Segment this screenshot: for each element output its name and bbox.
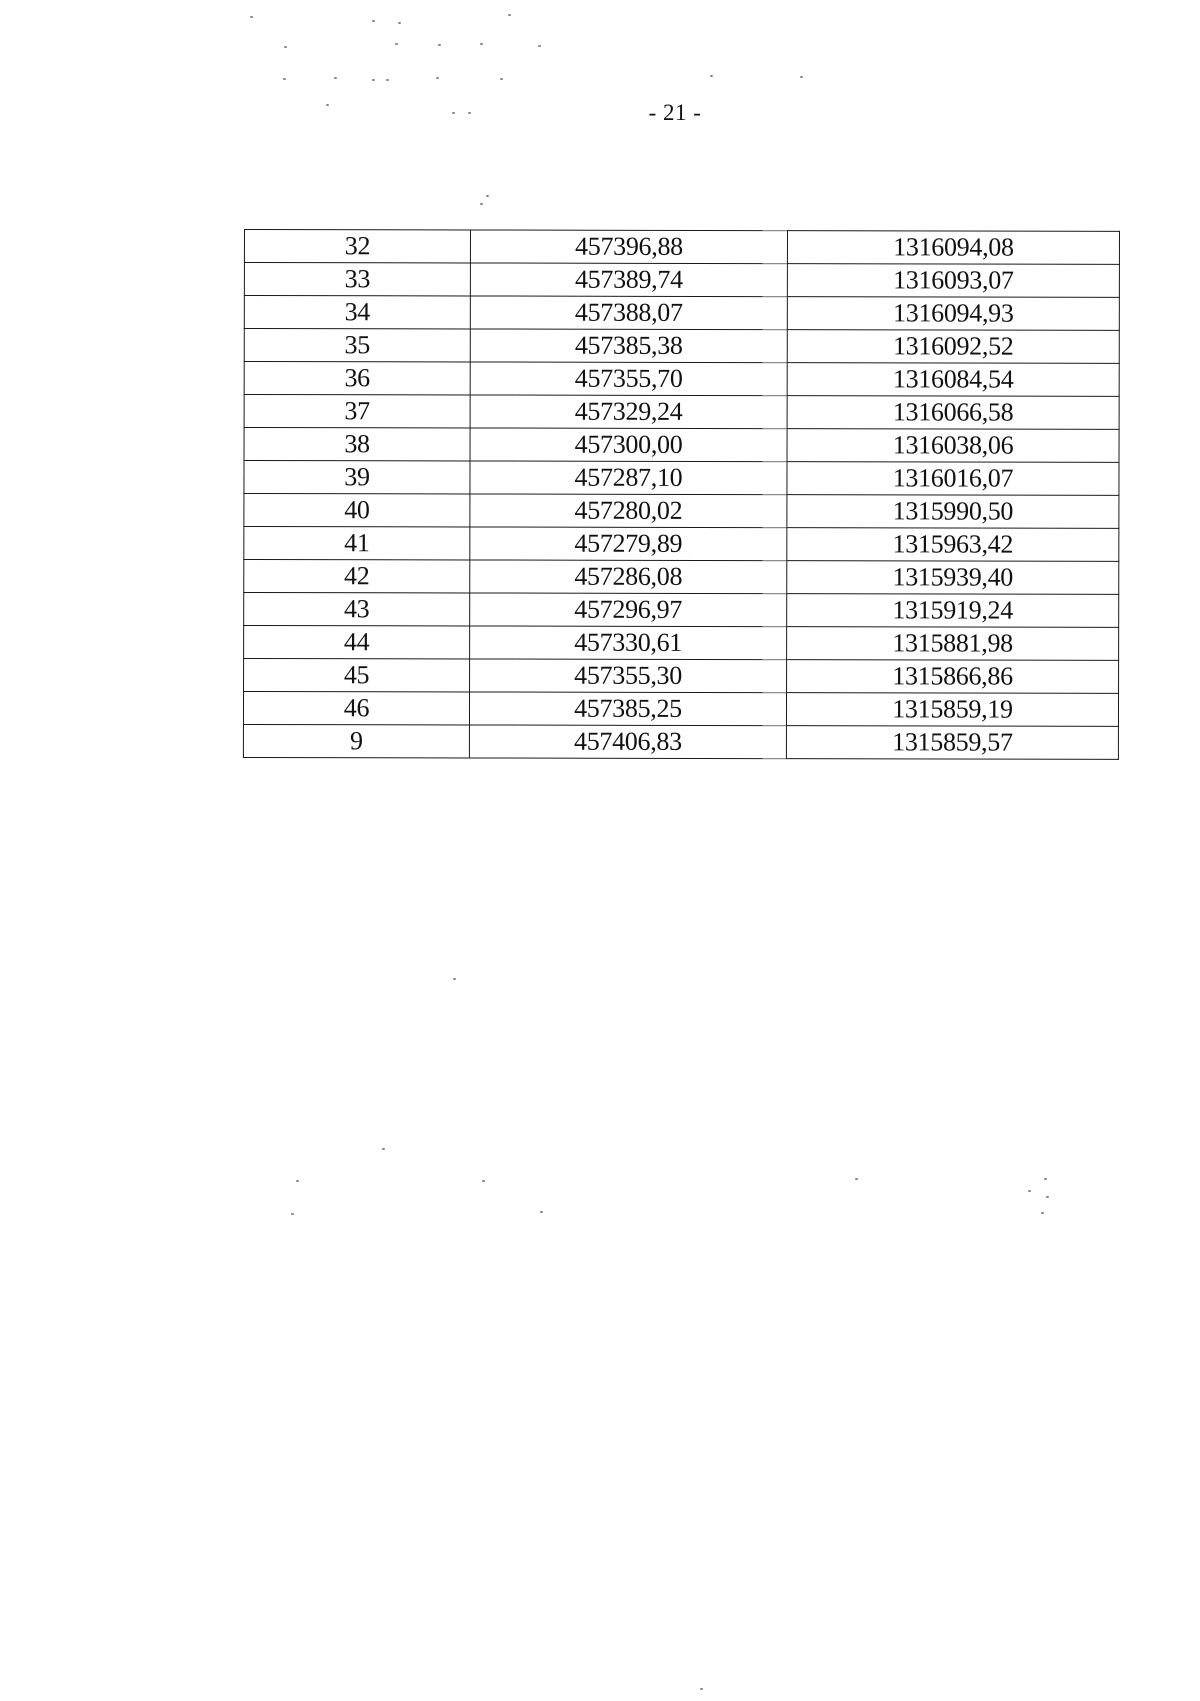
x-coordinate-cell: 457385,25 [469, 692, 786, 726]
y-coordinate-cell: 1315963,42 [787, 528, 1119, 562]
y-coordinate-cell: 1315866,86 [787, 660, 1119, 694]
coordinates-table [243, 229, 1120, 760]
y-coordinate-cell: 1315939,40 [787, 561, 1119, 595]
table-row [244, 494, 1119, 529]
scan-speck [395, 43, 398, 45]
table-row [244, 263, 1119, 298]
point-number-cell: 40 [244, 494, 470, 527]
table-row [244, 461, 1119, 496]
x-coordinate-cell: 457296,97 [470, 593, 787, 627]
point-number-cell: 38 [244, 428, 470, 461]
y-coordinate-cell: 1315859,19 [786, 693, 1118, 727]
scan-speck [436, 77, 439, 79]
y-coordinate-cell: 1316094,08 [787, 231, 1119, 265]
table-row [244, 560, 1119, 595]
y-coordinate-cell: 1316094,93 [787, 297, 1119, 331]
scan-speck [855, 1178, 858, 1180]
y-coordinate-cell: 1315859,57 [786, 726, 1118, 760]
table-row [244, 395, 1119, 430]
table-row [244, 593, 1119, 628]
y-coordinate-cell: 1316038,06 [787, 429, 1119, 463]
y-coordinate-cell: 1316084,54 [787, 363, 1119, 397]
x-coordinate-cell: 457329,24 [470, 395, 787, 429]
scan-speck [438, 44, 441, 46]
point-number-cell: 44 [244, 626, 470, 659]
y-coordinate-cell: 1316016,07 [787, 462, 1119, 496]
point-number-cell: 42 [244, 560, 470, 593]
scan-speck [283, 78, 286, 80]
point-number-cell: 46 [243, 692, 469, 725]
scan-speck [372, 20, 375, 22]
x-coordinate-cell: 457287,10 [470, 461, 787, 495]
point-number-cell: 36 [244, 362, 470, 395]
y-coordinate-cell: 1315990,50 [787, 495, 1119, 529]
x-coordinate-cell: 457286,08 [470, 560, 787, 594]
point-number-cell: 39 [244, 461, 470, 494]
scan-speck [538, 45, 541, 47]
scan-speck [372, 79, 375, 81]
point-number-cell: 9 [243, 724, 469, 757]
scan-speck [800, 76, 803, 78]
scan-speck [291, 1213, 294, 1215]
x-coordinate-cell: 457279,89 [470, 527, 787, 561]
table-row [244, 659, 1119, 694]
point-number-cell: 32 [244, 230, 470, 263]
scan-speck [482, 1180, 485, 1182]
scan-speck [700, 1688, 703, 1690]
scan-speck [398, 22, 401, 24]
scan-speck [284, 46, 287, 48]
scan-speck [1028, 1190, 1031, 1192]
x-coordinate-cell: 457389,74 [470, 263, 787, 297]
scan-speck [508, 14, 511, 16]
scan-speck [1041, 1212, 1044, 1214]
scan-speck [710, 75, 713, 77]
table-row [244, 527, 1119, 562]
table-row [244, 329, 1119, 364]
scan-speck [296, 1180, 299, 1182]
scan-speck [382, 1148, 385, 1150]
table-row [243, 692, 1118, 727]
y-coordinate-cell: 1316093,07 [787, 264, 1119, 298]
point-number-cell: 45 [244, 659, 470, 692]
scan-speck [486, 195, 489, 197]
table-row [244, 230, 1119, 265]
scan-speck [1044, 1178, 1047, 1180]
x-coordinate-cell: 457406,83 [469, 725, 786, 759]
scan-speck [480, 203, 483, 205]
y-coordinate-cell: 1316066,58 [787, 396, 1119, 430]
x-coordinate-cell: 457385,38 [470, 329, 787, 363]
scan-speck [1046, 1196, 1049, 1198]
x-coordinate-cell: 457396,88 [470, 230, 787, 264]
scan-speck [540, 1211, 543, 1213]
point-number-cell: 37 [244, 395, 470, 428]
coordinates-table-body [243, 230, 1119, 760]
scan-speck [500, 78, 503, 80]
table-row [244, 362, 1119, 397]
y-coordinate-cell: 1315919,24 [787, 594, 1119, 628]
point-number-cell: 43 [244, 593, 470, 626]
point-number-cell: 35 [244, 329, 470, 362]
table-row [244, 626, 1119, 661]
scan-speck [250, 16, 253, 18]
y-coordinate-cell: 1316092,52 [787, 330, 1119, 364]
x-coordinate-cell: 457355,30 [470, 659, 787, 693]
x-coordinate-cell: 457280,02 [470, 494, 787, 528]
point-number-cell: 34 [244, 296, 470, 329]
table-row [244, 296, 1119, 331]
page-number: - 21 - [648, 100, 702, 125]
scan-speck [453, 978, 456, 980]
y-coordinate-cell: 1315881,98 [787, 627, 1119, 661]
x-coordinate-cell: 457300,00 [470, 428, 787, 462]
table-row [244, 428, 1119, 463]
x-coordinate-cell: 457388,07 [470, 296, 787, 330]
scan-speck [386, 79, 389, 81]
table-row [243, 724, 1118, 759]
scan-speck [480, 43, 483, 45]
point-number-cell: 33 [244, 263, 470, 296]
x-coordinate-cell: 457330,61 [470, 626, 787, 660]
x-coordinate-cell: 457355,70 [470, 362, 787, 396]
point-number-cell: 41 [244, 527, 470, 560]
scan-speck [334, 77, 337, 79]
